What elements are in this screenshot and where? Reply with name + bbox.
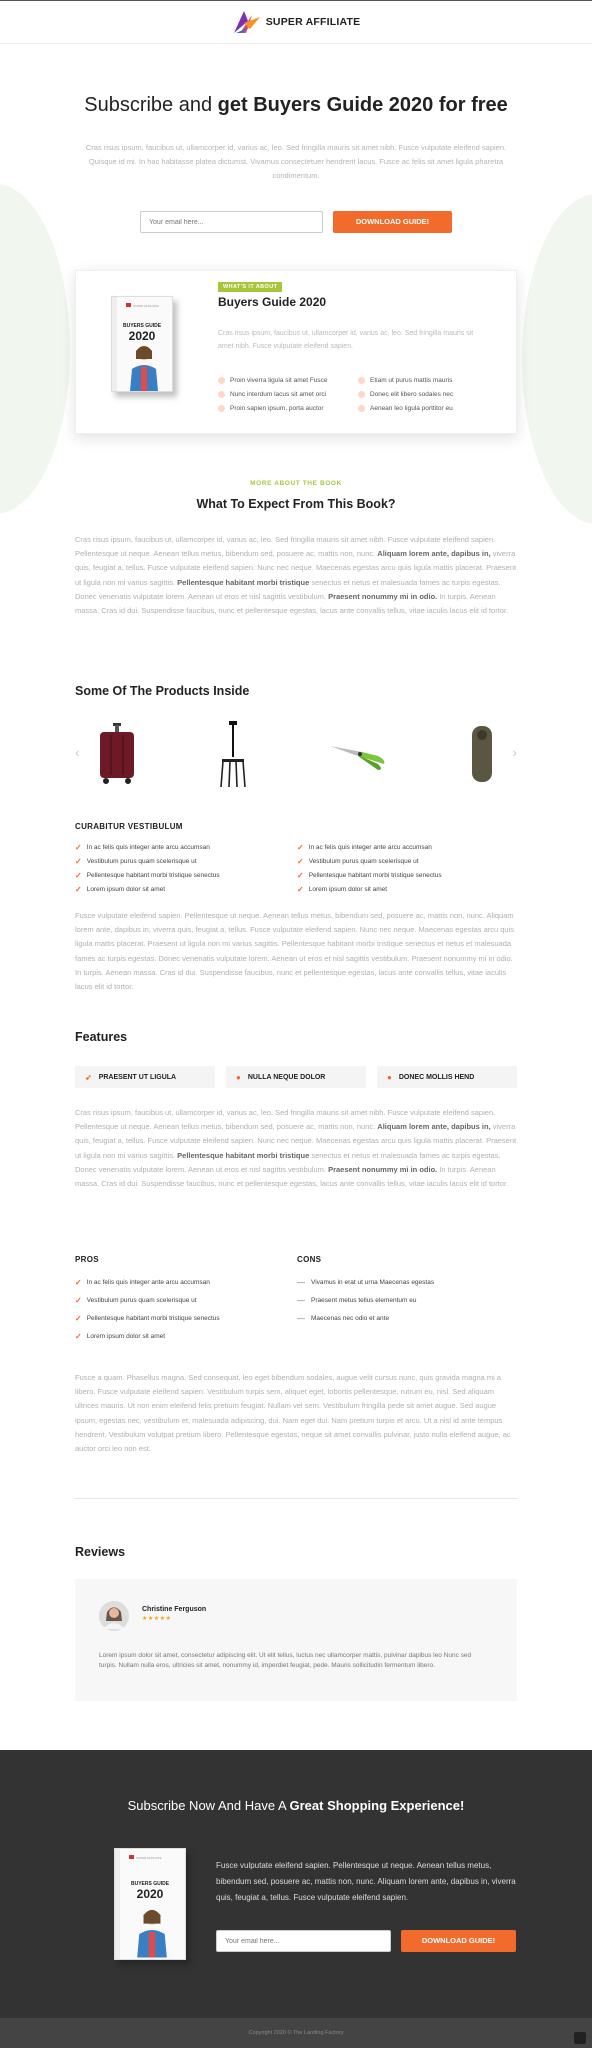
list-item: ✓ Lorem ipsum dolor sit amet <box>297 884 388 894</box>
site-header <box>0 1 592 44</box>
list-item: ✓ Pellentesque habitant morbi tristique senectus <box>75 870 220 880</box>
cta-section <box>0 1750 592 2018</box>
decor-arc-right <box>522 194 592 524</box>
list-item: ✓ In ac felis quis integer ante arcu accumsan <box>297 842 432 852</box>
list-item: ✓ Pellentesque habitant morbi tristique senectus <box>297 870 442 880</box>
expect-section <box>75 480 517 618</box>
scroll-top-icon[interactable] <box>574 2032 586 2044</box>
list-item: Etiam ut purus mattis mauris <box>358 376 498 384</box>
book-cover <box>111 296 173 392</box>
reviews-title: Reviews <box>75 1545 126 1559</box>
rating-stars-icon: ★★★★★ <box>142 1616 172 1622</box>
list-item: ✓ Vestibulum purus quam scelerisque ut <box>297 856 419 866</box>
book-title-line2: 2020 <box>136 1887 164 1901</box>
product-garden-fork[interactable] <box>218 721 248 787</box>
list-item: ✓ Vestibulum purus quam scelerisque ut <box>75 856 197 866</box>
features-text: Cras risus ipsum, faucibus ut, ullamcorper id, varius ac, leo. Sed fringilla mauris sit amet nibh. Fusce vulputate eleifend sapien. Pellentesque ut neque. Aenean tellus metus, bibendum sed, posuere ac, mattis non, nunc. Aliquam lorem ante, dapibus in, viverra quis, feugiat a, tellus. Fusce vulputate eleifend sapien. Nunc nec neque. Maecenas egestas arcu quis ligula mattis placerat. Praesent ut ligula non mi varius sagittis. Pellentesque habitant morbi tristique senectus et netus et malesuada fames ac turpis egestas. Donec venenatis vulputate lorem. Aenean ut eros et nisl sagittis vestibulum. Praesent nonummy mi in odio. In turpis. Aenean massa. Cras id dui. Suspendisse faucibus, nunc et pellentesque egestas, lacus ante convallis tellus, vitae iaculis lacus elit id tortor. <box>75 1108 517 1189</box>
logo-icon[interactable] <box>232 9 262 35</box>
cta-title: Subscribe Now And Have A Great Shopping Experience! <box>127 1798 465 1813</box>
book-brand: SUPER AFFILIATE <box>129 1855 162 1860</box>
bullet-icon <box>218 405 225 412</box>
reviewer-name: Christine Ferguson <box>142 1606 207 1613</box>
list-item: ✓ In ac felis quis integer ante arcu accumsan <box>75 842 210 852</box>
bullet-icon <box>358 377 365 384</box>
product-sleeping-bag[interactable] <box>469 724 495 784</box>
features-title: Features <box>75 1030 128 1044</box>
bullet-icon <box>218 377 225 384</box>
cons-column <box>297 1255 517 1341</box>
feature-item: ● NULLA NEQUE DOLOR <box>226 1066 366 1088</box>
cta-download-button[interactable]: DOWNLOAD GUIDE! <box>401 1930 516 1952</box>
hero-section <box>0 44 592 254</box>
list-item: ✓ Lorem ipsum dolor sit amet <box>75 884 166 894</box>
feature-item: ● DONEC MOLLIS HEND <box>377 1066 517 1088</box>
product-pruning-shears[interactable] <box>328 734 388 774</box>
pros-item: ✓ Pellentesque habitant morbi tristique senectus <box>75 1314 220 1323</box>
cons-item: — Praesent metus tellus elementum eu <box>297 1296 417 1305</box>
expect-eyebrow: MORE ABOUT THE BOOK <box>250 480 342 487</box>
about-text: Cras risus ipsum, faucibus ut, ullamcorper id, varius ac, leo. Sed fringilla mauris sit amet nibh. Fusce vulputate eleifend sapien. <box>218 330 474 350</box>
products-checklist <box>75 843 517 893</box>
book-person-illustration <box>127 341 161 391</box>
minus-icon: — <box>297 1278 305 1287</box>
cta-form <box>216 1930 516 1952</box>
about-card <box>75 270 517 434</box>
hero-text: Cras risus ipsum, faucibus ut, ullamcorper id, varius ac, leo. Sed fringilla mauris sit amet nibh. Fusce vulputate eleifend sapien. Quisque id mi. In hac habitasse platea dictumst. Vivamus consectetuer hendrerit lacus. Fusce ac felis sit amet ligula pharetra condimentum. <box>85 143 507 180</box>
divider <box>75 1498 517 1499</box>
pros-title: PROS <box>75 1255 99 1264</box>
book-title-line2: 2020 <box>128 329 156 343</box>
reviews-section <box>75 1545 517 1701</box>
book-brand: SUPER AFFILIATE <box>126 303 159 308</box>
check-icon: ✓ <box>75 1296 82 1305</box>
proscons-section <box>75 1255 517 1499</box>
list-item: Aenean leo ligula porttitor eu <box>358 404 498 412</box>
pros-item: ✓ Vestibulum purus quam scelerisque ut <box>75 1296 197 1305</box>
email-input[interactable] <box>140 211 323 233</box>
proscons-grid <box>75 1255 517 1341</box>
rocket-icon: ➶ <box>85 1072 92 1082</box>
hero-title: Subscribe and get Buyers Guide 2020 for free <box>84 94 508 116</box>
expect-text: Cras risus ipsum, faucibus ut, ullamcorper id, varius ac, leo. Sed fringilla mauris sit amet nibh. Fusce vulputate eleifend sapien. Pellentesque ut neque. Aenean tellus metus, bibendum sed, posuere ac, mattis non, nunc. Aliquam lorem ante, dapibus in, viverra quis, feugiat a, tellus. Fusce vulputate eleifend sapien. Nunc nec neque. Maecenas egestas arcu quis ligula mattis placerat. Praesent ut ligula non mi varius sagittis. Pellentesque habitant morbi tristique senectus et netus et malesuada fames ac turpis egestas. Donec venenatis vulputate lorem. Aenean ut eros et nisl sagittis vestibulum. Praesent nonummy mi in odio. In turpis. Aenean massa. Cras id dui. Suspendisse faucibus, nunc et pellentesque egestas, lacus ante convallis tellus, vitae iaculis lacus elit id tortor. <box>75 535 517 616</box>
check-icon: ✓ <box>75 842 82 852</box>
feature-item: ➶ PRAESENT UT LIGULA <box>75 1066 215 1088</box>
minus-icon: — <box>297 1314 305 1323</box>
check-icon: ✓ <box>75 856 82 866</box>
flame-icon: ● <box>236 1072 241 1082</box>
check-icon: ✓ <box>75 1278 82 1287</box>
logo-text[interactable]: SUPER AFFILIATE <box>265 16 361 28</box>
carousel-prev-icon[interactable]: ‹ <box>75 744 80 760</box>
about-list <box>218 376 498 412</box>
check-icon: ✓ <box>297 884 304 894</box>
products-subtitle: CURABITUR VESTIBULUM <box>75 822 183 831</box>
bullet-icon <box>218 391 225 398</box>
check-icon: ✓ <box>297 842 304 852</box>
circle-icon: ● <box>387 1072 392 1082</box>
pros-column <box>75 1255 297 1341</box>
pros-item: ✓ In ac felis quis integer ante arcu accumsan <box>75 1278 210 1287</box>
subscribe-form <box>140 211 452 233</box>
book-title-line1: BUYERS GUIDE <box>130 1881 170 1887</box>
copyright: Copyright 2020 © The Landing Factory <box>0 2018 592 2048</box>
bullet-icon <box>358 391 365 398</box>
carousel-next-icon[interactable]: › <box>512 744 517 760</box>
list-item: Proin sapien ipsum, porta auctor <box>218 404 358 412</box>
features-list <box>75 1066 517 1088</box>
check-icon: ✓ <box>75 1332 82 1341</box>
check-icon: ✓ <box>75 1314 82 1323</box>
features-section <box>75 1030 517 1191</box>
list-item: Proin viverra ligula sit amet Fusce <box>218 376 358 384</box>
proscons-text: Fusce a quam. Phasellus magna. Sed consequat, leo eget bibendum sodales, augue velit cursus nunc, quis gravida magna mi a libero. Fusce vulputate eleifend sapien. Vestibulum turpis sem, aliquet eget, lobortis pellentesque, rutrum eu, nisl. Sed aliquam ultrices mauris. Ut non enim eleifend felis pretium feugiat. Nullam vel sem. Vestibulum fringilla pede sit amet augue. Sed augue ipsum, egestas nec, vestibulum et, malesuada adipiscing, dui. Nam eget dui. Nam pretium turpis et arcu. Ut a nisl id ante tempus hendrerit. Vestibulum volutpat pretium libero. Pellentesque egestas, neque sit amet convallis pulvinar, justo nulla eleifend augue, ac auctor orci leo non est. <box>75 1373 511 1454</box>
download-guide-button[interactable]: DOWNLOAD GUIDE! <box>333 211 452 233</box>
check-icon: ✓ <box>297 856 304 866</box>
products-text: Fusce vulputate eleifend sapien. Pellentesque ut neque. Aenean tellus metus, bibendum sed, posuere ac, mattis non, nunc. Aliquam lorem ante, dapibus in, viverra quis, feugiat a, tellus. Fusce vulputate eleifend sapien. Nunc nec neque. Maecenas egestas arcu quis ligula mattis placerat. Praesent ut ligula non mi varius sagittis. Pellentesque habitant morbi tristique senectus et netus et malesuada fames ac turpis egestas. Donec venenatis vulputate lorem. Aenean ut eros et nisl sagittis vestibulum. Praesent nonummy mi in odio. In turpis. Aenean massa. Cras id dui. Suspendisse faucibus, nunc et pellentesque egestas, lacus ante convallis tellus, vitae iaculis lacus elit id tortor. <box>75 911 515 992</box>
avatar <box>99 1601 129 1631</box>
cta-book-cover <box>114 1848 186 1960</box>
list-item: Donec elit libero sodales nec <box>358 390 498 398</box>
review-card <box>75 1579 517 1701</box>
products-title: Some Of The Products Inside <box>75 684 250 698</box>
bullet-icon <box>358 405 365 412</box>
products-carousel <box>75 714 517 794</box>
book-title-line1: BUYERS GUIDE <box>122 323 162 329</box>
book-person-illustration <box>134 1903 170 1959</box>
list-item: Nunc interdum lacus sit amet orci <box>218 390 358 398</box>
product-suitcase[interactable] <box>97 723 137 785</box>
cons-item: — Maecenas nec odio et ante <box>297 1314 390 1323</box>
review-text: Lorem ipsum dolor sit amet, consectetur adipiscing elit. Ut elit tellus, luctus nec ullamcorper mattis, pulvinar dapibus leo Nunc sed turpis. Nullam nulla eros, ultricies sit amet, nonummy id, imperdiet feugiat, pede. Mauris sollicitudin fermentum libero. <box>99 1652 472 1669</box>
minus-icon: — <box>297 1296 305 1305</box>
about-badge: WHAT'S IT ABOUT <box>218 282 282 292</box>
cta-email-input[interactable] <box>216 1930 391 1952</box>
decor-arc-left <box>0 184 70 514</box>
products-section <box>75 684 517 994</box>
check-icon: ✓ <box>75 870 82 880</box>
expect-title: What To Expect From This Book? <box>196 497 396 511</box>
pros-item: ✓ Lorem ipsum dolor sit amet <box>75 1332 166 1341</box>
cta-text: Fusce vulputate eleifend sapien. Pellentesque ut neque. Aenean tellus metus, bibendum sed, posuere ac, mattis non, nunc. Aliquam lorem ante, dapibus in, viverra quis, feugiat a, tellus. Fusce vulputate eleifend sapien. <box>216 1861 516 1902</box>
cons-title: CONS <box>297 1255 322 1264</box>
check-icon: ✓ <box>75 884 82 894</box>
check-icon: ✓ <box>297 870 304 880</box>
about-title: Buyers Guide 2020 <box>218 295 327 309</box>
cons-item: — Vivamus in erat ut urna Maecenas egestas <box>297 1278 435 1287</box>
